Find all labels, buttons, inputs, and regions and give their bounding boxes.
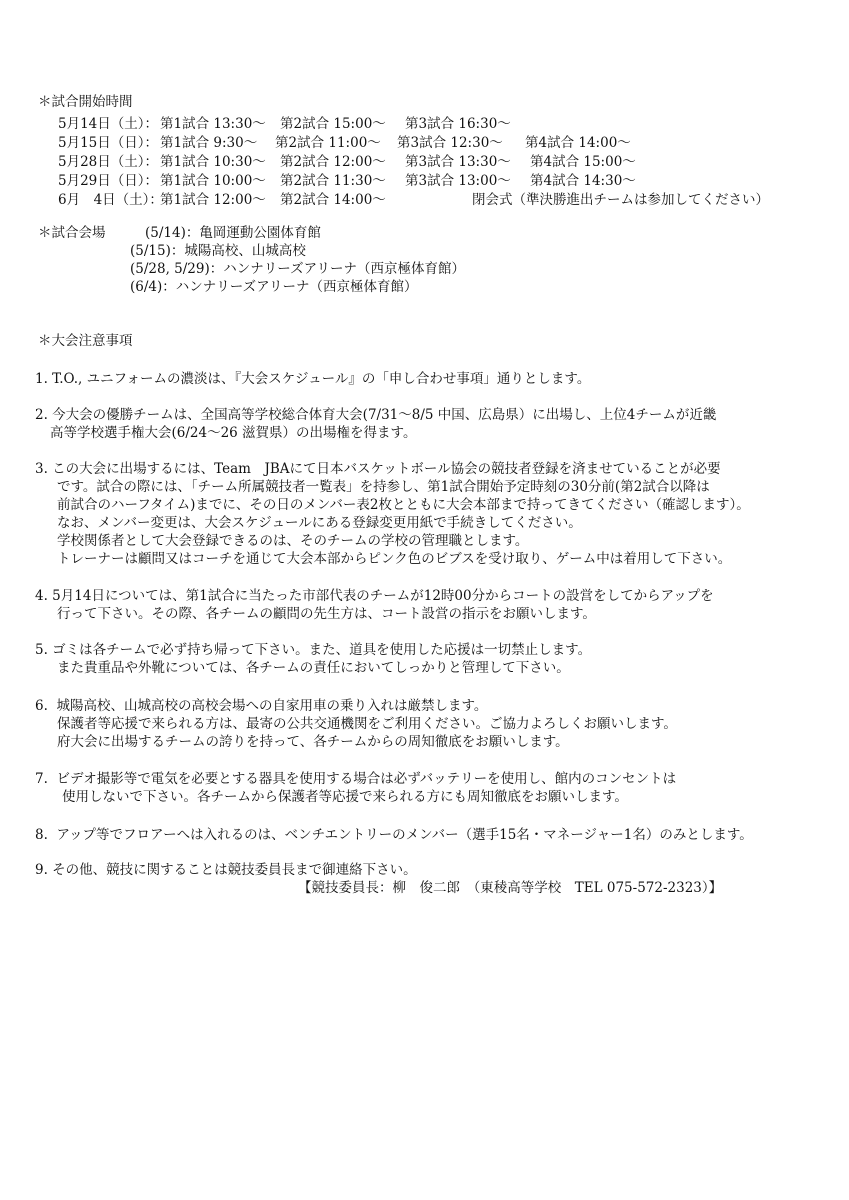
note-line: 5. ゴミは各チームで必ず持ち帰って下さい。また、道具を使用した応援は一切禁止します。 <box>35 642 592 658</box>
venue-heading: ＊試合会場 <box>38 225 106 241</box>
schedule-game: 第2試合 14:00～ <box>280 192 386 208</box>
note-line: 9. その他、競技に関することは競技委員長まで御連絡下さい。 <box>35 862 417 878</box>
schedule-game: 第3試合 16:30～ <box>405 116 511 132</box>
schedule-game: 第1試合 13:30～ <box>160 116 266 132</box>
schedule-game: 第4試合 14:00～ <box>525 135 631 151</box>
note-line: なお、メンバー変更は、大会スケジュールにある登録変更用紙で手続きしてください。 <box>57 515 582 531</box>
schedule-game: 第3試合 13:00～ <box>405 173 511 189</box>
note-line: 使用しないで下さい。各チームから保護者等応援で来られる方にも周知徹底をお願いします。 <box>62 789 628 805</box>
venue-item: (5/15)：城陽高校、山城高校 <box>130 243 306 259</box>
contact-line: 【競技委員長：柳 俊二郎 （東稜高等学校 TEL 075-572-2323）】 <box>298 880 723 896</box>
venue-item: (5/14)：亀岡運動公園体育館 <box>145 225 321 241</box>
note-line: 高等学校選手権大会(6/24～26 滋賀県）の出場権を得ます。 <box>50 425 417 441</box>
schedule-date: 6月 4日（土）： <box>58 192 163 208</box>
note-line: 1. T.O., ユニフォームの濃淡は、『大会スケジュール』の「申し合わせ事項」通りとします。 <box>35 371 591 387</box>
schedule-heading: ＊試合開始時間 <box>38 94 133 110</box>
note-line: 2. 今大会の優勝チームは、全国高等学校総合体育大会(7/31～8/5 中国、広島県）に出場し、上位4チームが近畿 <box>35 407 717 423</box>
note-line: 府大会に出場するチームの誇りを持って、各チームからの周知徹底をお願いします。 <box>57 734 569 750</box>
schedule-game: 第2試合 15:00～ <box>280 116 386 132</box>
schedule-row <box>0 169 849 187</box>
schedule-game: 第1試合 10:30～ <box>160 154 266 170</box>
notes-heading: ＊大会注意事項 <box>38 333 133 349</box>
note-line: 8. アップ等でフロアーへは入れるのは、ベンチエントリーのメンバー（選手15名・マネージャー1名）のみとします。 <box>35 827 753 843</box>
schedule-row <box>0 150 849 168</box>
schedule-game: 第1試合 9:30～ <box>160 135 258 151</box>
note-line: です。試合の際には、「チーム所属競技者一覧表」を持参し、第1試合開始予定時刻の30分前(第2試合以降は <box>57 479 710 495</box>
schedule-date: 5月14日（土）： <box>58 116 159 132</box>
schedule-row <box>0 112 849 130</box>
schedule-game: 第3試合 12:30～ <box>397 135 503 151</box>
venue-item: (5/28, 5/29)：ハンナリーズアリーナ（西京極体育館） <box>130 261 466 277</box>
note-line: 4. 5月14日については、第1試合に当たった市部代表のチームが12時00分からコートの設営をしてからアップを <box>35 588 714 604</box>
schedule-date: 5月29日（日）： <box>58 173 159 189</box>
schedule-row <box>0 188 849 206</box>
schedule-game: 第1試合 10:00～ <box>160 173 266 189</box>
schedule-row <box>0 131 849 149</box>
note-line: 学校関係者として大会登録できるのは、そのチームの学校の管理職とします。 <box>57 533 529 549</box>
schedule-closing: 閉会式（準決勝進出チームは参加してください） <box>472 192 769 208</box>
venue-item: (6/4)：ハンナリーズアリーナ（西京極体育館） <box>130 279 418 295</box>
schedule-date: 5月15日（日）： <box>58 135 159 151</box>
note-line: また貴重品や外靴については、各チームの責任においてしっかりと管理して下さい。 <box>57 660 570 676</box>
schedule-game: 第4試合 15:00～ <box>530 154 636 170</box>
schedule-game: 第2試合 11:00～ <box>275 135 381 151</box>
schedule-game: 第1試合 12:00～ <box>160 192 266 208</box>
note-line: 6. 城陽高校、山城高校の高校会場への自家用車の乗り入れは厳禁します。 <box>35 698 488 714</box>
schedule-game: 第3試合 13:30～ <box>405 154 511 170</box>
note-line: 保護者等応援で来られる方は、最寄の公共交通機関をご利用ください。ご協力よろしくお願いします。 <box>57 716 677 732</box>
schedule-game: 第2試合 11:30～ <box>280 173 386 189</box>
note-line: 前試合のハーフタイム)までに、その日のメンバー表2枚とともに大会本部まで持ってきてください（確認します）。 <box>57 497 750 513</box>
schedule-date: 5月28日（土）： <box>58 154 159 170</box>
schedule-game: 第4試合 14:30～ <box>530 173 636 189</box>
note-line: 3. この大会に出場するには、Team JBAにて日本バスケットボール協会の競技者登録を済ませていることが必要 <box>35 461 721 477</box>
schedule-game: 第2試合 12:00～ <box>280 154 386 170</box>
note-line: 行って下さい。その際、各チームの顧問の先生方は、コート設営の指示をお願いします。 <box>57 606 596 622</box>
note-line: トレーナーは顧問又はコーチを通じて大会本部からピンク色のビブスを受け取り、ゲーム中は着用して下さい。 <box>57 551 732 567</box>
note-line: 7. ビデオ撮影等で電気を必要とする器具を使用する場合は必ずバッテリーを使用し、館内のコンセントは <box>35 771 677 787</box>
